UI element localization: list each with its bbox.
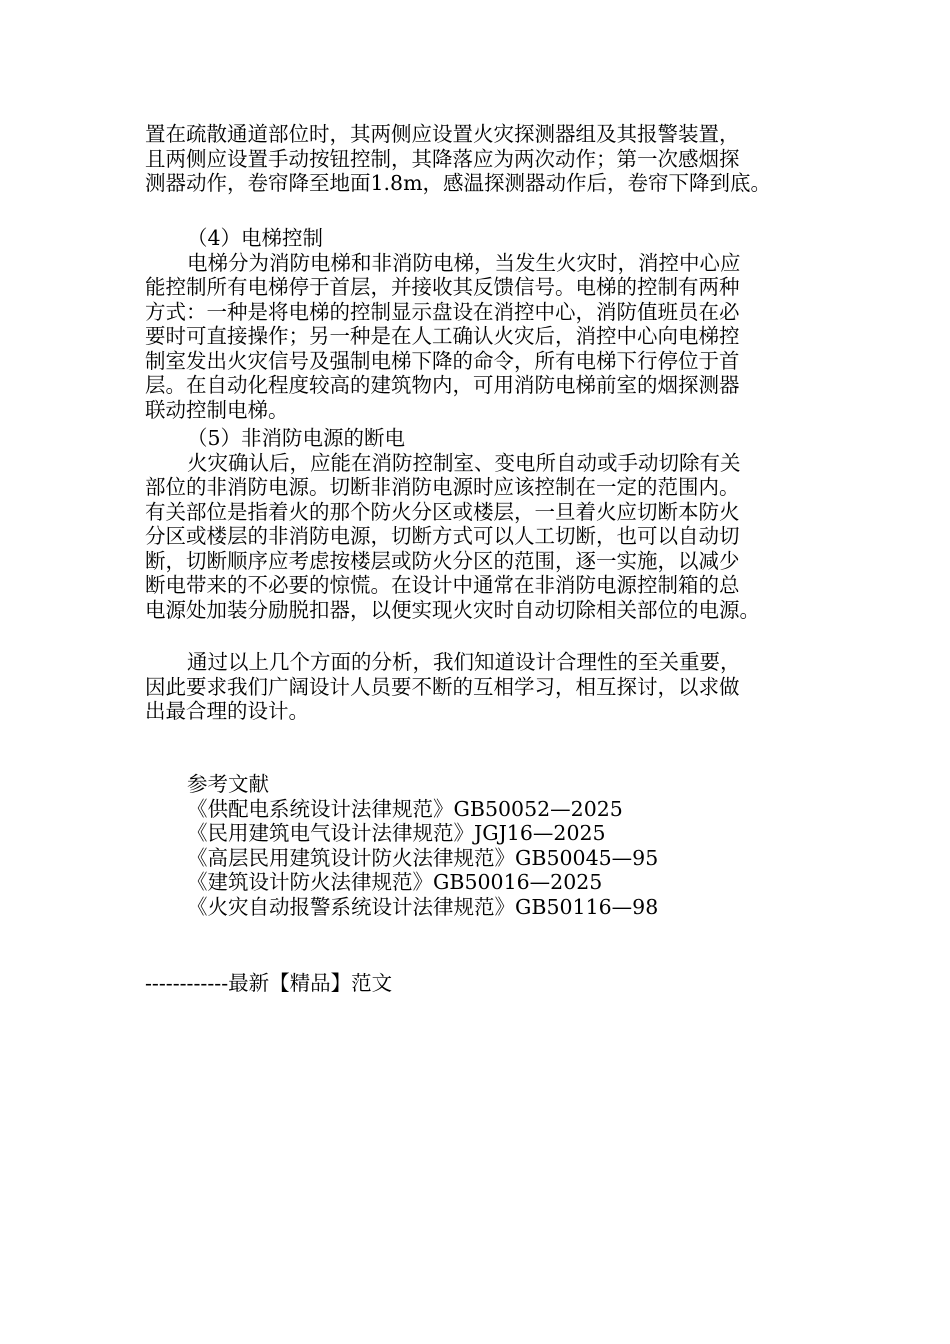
reference-item: 《民用建筑电气设计法律规范》JGJ16—2025	[187, 821, 606, 845]
text-line: 联动控制电梯。	[145, 397, 289, 422]
section-elevator-control	[145, 226, 815, 422]
section-heading: （4）电梯控制	[187, 226, 324, 250]
text-line: 测器动作，卷帘降至地面1.8m，感温探测器动作后，卷帘下降到底。	[145, 171, 772, 195]
text-line: 火灾确认后，应能在消防控制室、变电所自动或手动切除有关	[187, 450, 741, 475]
text-line: 能控制所有电梯停于首层，并接收其反馈信号。电梯的控制有两种	[145, 275, 740, 299]
text-line: 断，切断顺序应考虑按楼层或防火分区的范围，逐一实施，以减少	[145, 548, 740, 573]
section-non-fire-power-cutoff	[145, 426, 815, 622]
text-line: 置在疏散通道部位时，其两侧应设置火灾探测器组及其报警装置，	[145, 122, 740, 146]
references-title: 参考文献	[187, 772, 269, 796]
text-line: 电梯分为消防电梯和非消防电梯，当发生火灾时，消控中心应	[187, 250, 741, 275]
text-line: 电源处加装分励脱扣器，以便实现火灾时自动切除相关部位的电源。	[145, 597, 760, 622]
references-list	[187, 772, 807, 919]
reference-item: 《高层民用建筑设计防火法律规范》GB50045—95	[187, 845, 659, 870]
footer-tagline: ------------最新【精品】范文	[145, 971, 393, 995]
text-line: 且两侧应设置手动按钮控制，其降落应为两次动作；第一次感烟探	[145, 146, 740, 171]
section-heading: （5）非消防电源的断电	[187, 426, 406, 450]
reference-item: 《建筑设计防火法律规范》GB50016—2025	[187, 870, 603, 894]
text-line: 要时可直接操作；另一种是在人工确认火灾后，消控中心向电梯控	[145, 324, 740, 348]
text-line: 分区或楼层的非消防电源，切断方式可以人工切断，也可以自动切	[145, 524, 740, 548]
text-line: 断电带来的不必要的惊慌。在设计中通常在非消防电源控制箱的总	[145, 573, 740, 597]
text-line: 部位的非消防电源。切断非消防电源时应该控制在一定的范围内。	[145, 475, 740, 499]
text-line: 出最合理的设计。	[145, 699, 309, 723]
text-line: 有关部位是指着火的那个防火分区或楼层，一旦着火应切断本防火	[145, 499, 740, 524]
text-line: 方式：一种是将电梯的控制显示盘设在消控中心，消防值班员在必	[145, 299, 740, 324]
text-line: 通过以上几个方面的分析，我们知道设计合理性的至关重要，	[187, 650, 741, 674]
reference-item: 《火灾自动报警系统设计法律规范》GB50116—98	[187, 894, 659, 919]
paragraph-conclusion	[145, 650, 815, 724]
text-line: 制室发出火灾信号及强制电梯下降的命令，所有电梯下行停位于首	[145, 348, 740, 373]
text-line: 因此要求我们广阔设计人员要不断的互相学习，相互探讨，以求做	[145, 674, 740, 699]
reference-item: 《供配电系统设计法律规范》GB50052—2025	[187, 796, 623, 821]
paragraph-fire-shutter	[145, 122, 815, 196]
text-line: 层。在自动化程度较高的建筑物内，可用消防电梯前室的烟探测器	[145, 373, 740, 397]
